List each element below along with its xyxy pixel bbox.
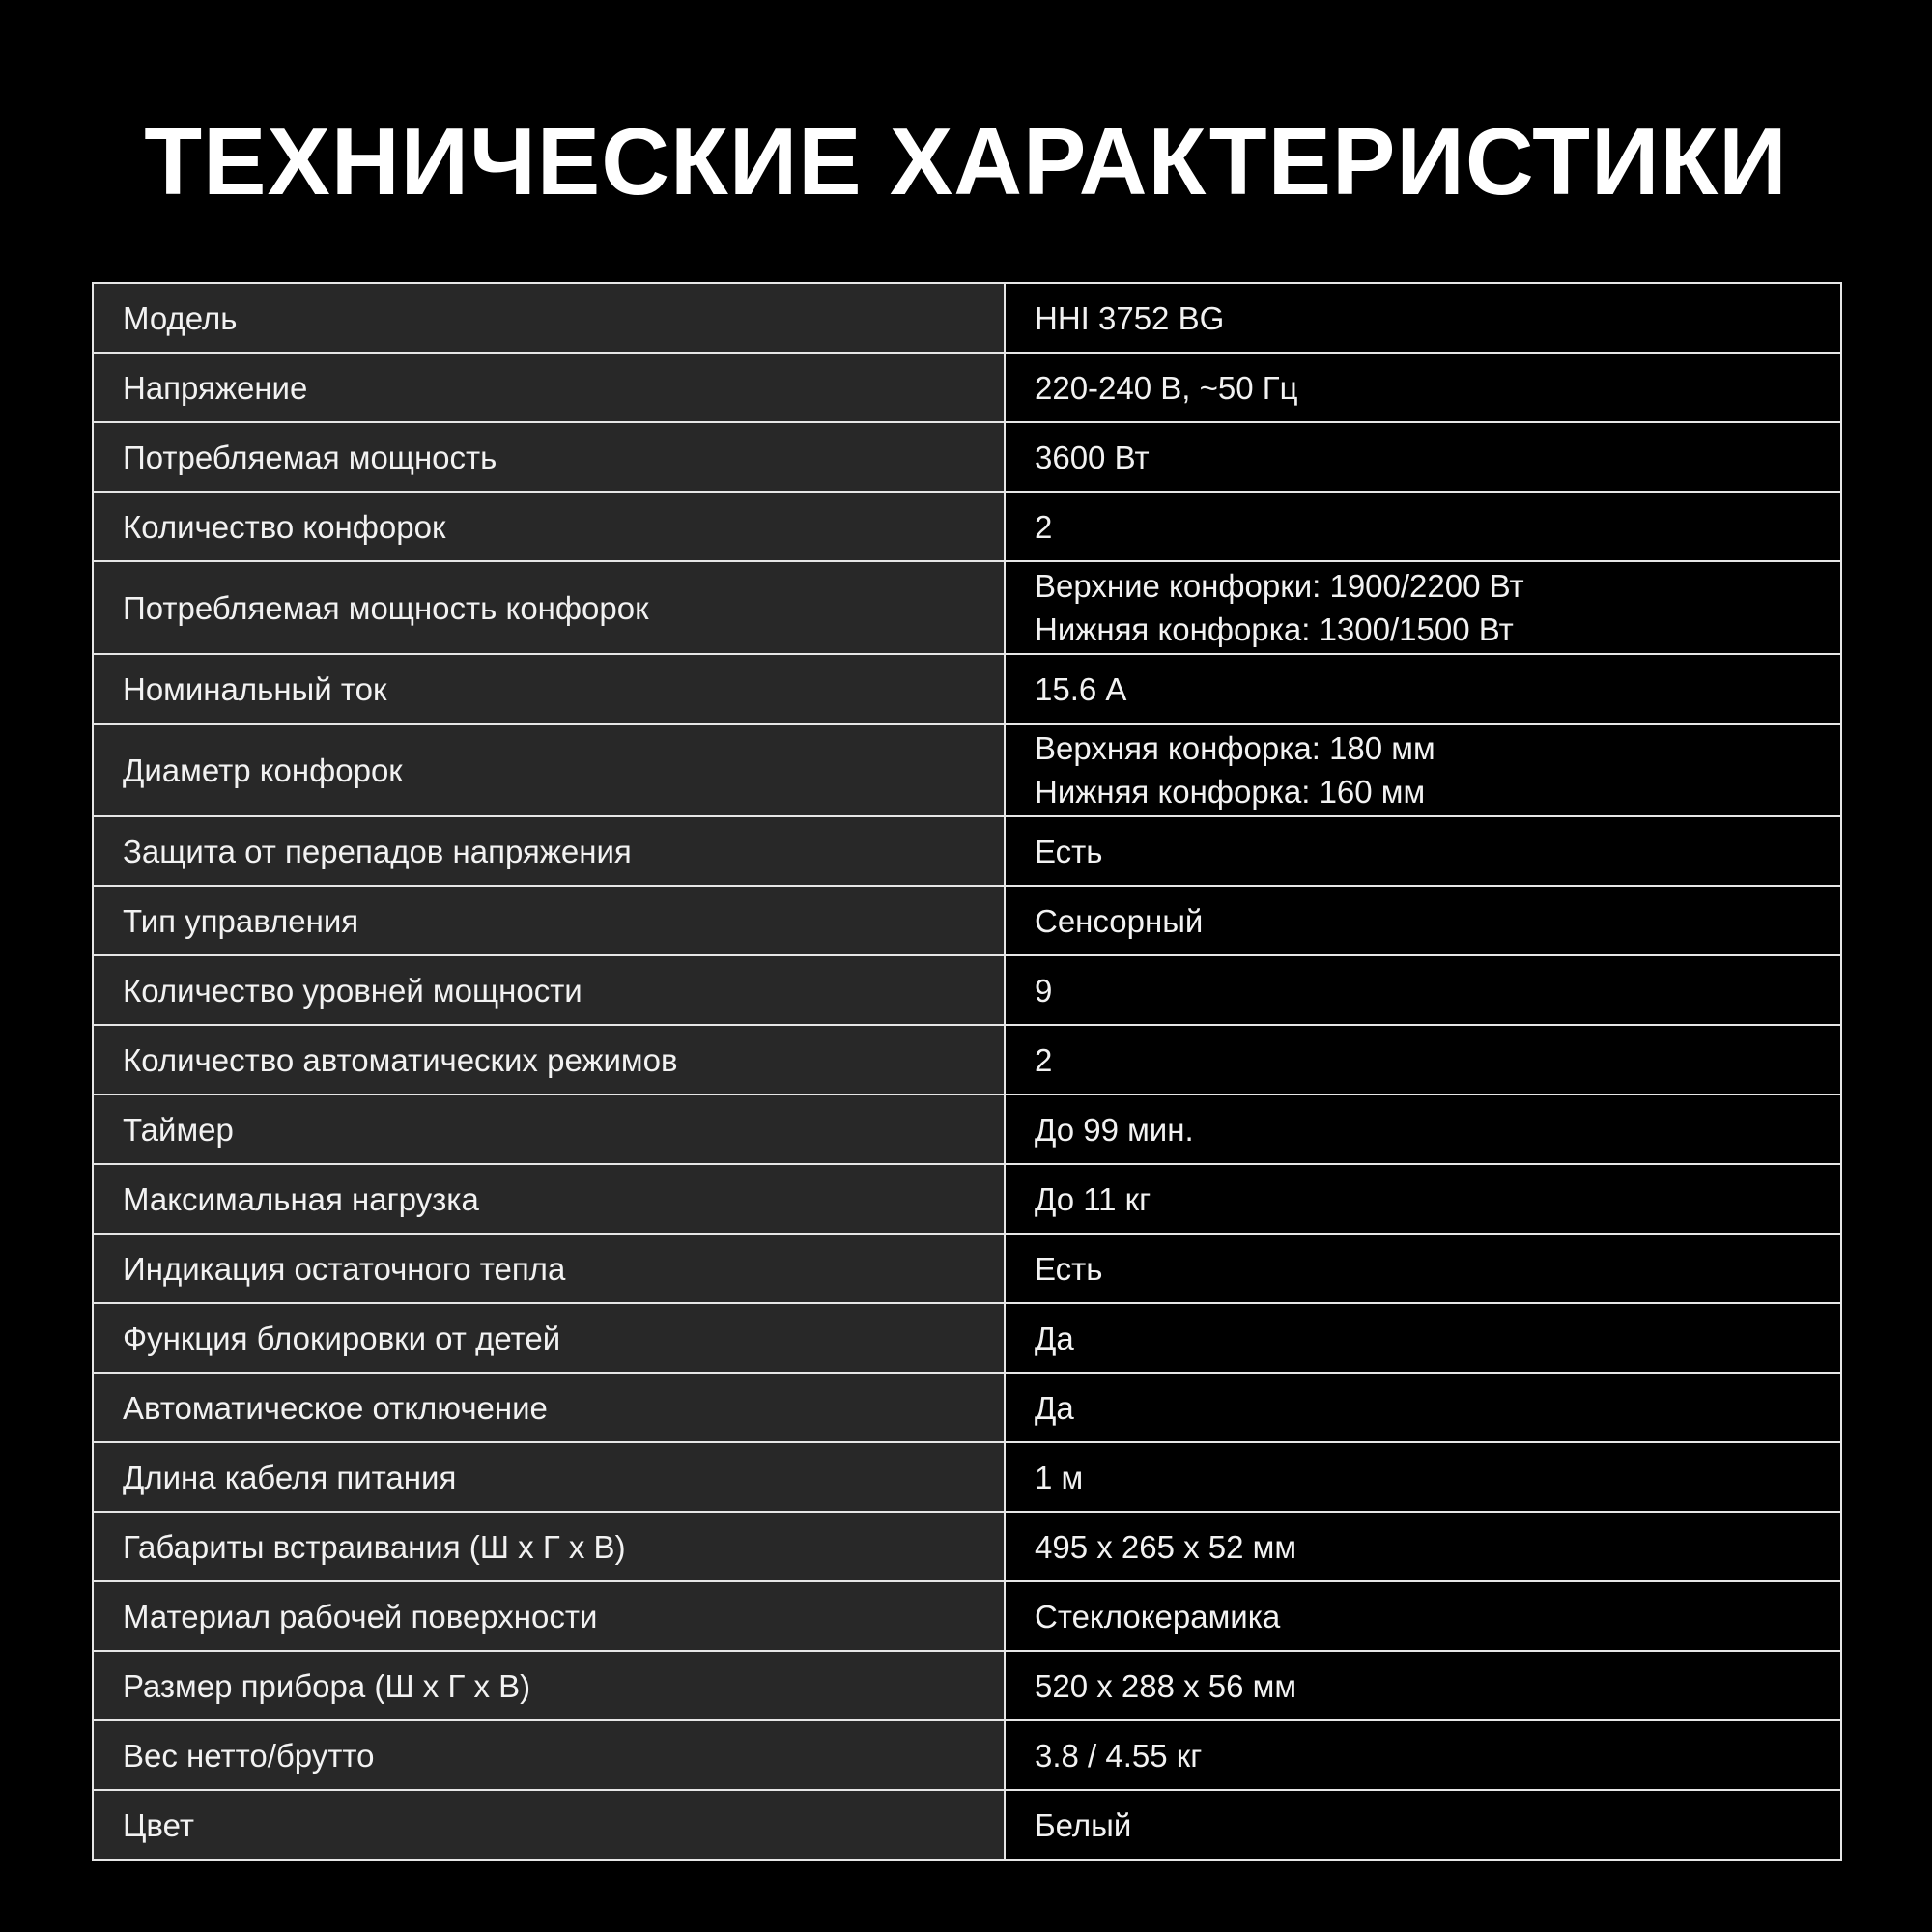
spec-label: Тип управления	[93, 886, 1005, 955]
spec-row-model	[93, 283, 1841, 353]
spec-value: HHI 3752 BG	[1005, 283, 1841, 353]
spec-row-cutout-dimensions	[93, 1512, 1841, 1581]
spec-row-current	[93, 654, 1841, 724]
spec-label: Вес нетто/брутто	[93, 1720, 1005, 1790]
spec-label: Номинальный ток	[93, 654, 1005, 724]
spec-value: Есть	[1005, 816, 1841, 886]
spec-label: Потребляемая мощность	[93, 422, 1005, 492]
spec-value: Стеклокерамика	[1005, 1581, 1841, 1651]
spec-row-power-levels	[93, 955, 1841, 1025]
spec-value: До 11 кг	[1005, 1164, 1841, 1234]
spec-row-surface-material	[93, 1581, 1841, 1651]
spec-row-burner-count	[93, 492, 1841, 561]
spec-label: Потребляемая мощность конфорок	[93, 561, 1005, 654]
page-title: ТЕХНИЧЕСКИЕ ХАРАКТЕРИСТИКИ	[144, 108, 1788, 214]
spec-row-auto-off	[93, 1373, 1841, 1442]
spec-value-line: Нижняя конфорка: 160 мм	[1035, 774, 1426, 810]
spec-value: 1 м	[1005, 1442, 1841, 1512]
spec-label: Защита от перепадов напряжения	[93, 816, 1005, 886]
spec-row-voltage	[93, 353, 1841, 422]
spec-value: Есть	[1005, 1234, 1841, 1303]
spec-value: 2	[1005, 1025, 1841, 1094]
spec-value: Да	[1005, 1373, 1841, 1442]
spec-row-child-lock	[93, 1303, 1841, 1373]
spec-row-auto-modes	[93, 1025, 1841, 1094]
spec-row-residual-heat	[93, 1234, 1841, 1303]
spec-label: Количество конфорок	[93, 492, 1005, 561]
spec-label: Габариты встраивания (Ш х Г х В)	[93, 1512, 1005, 1581]
spec-label: Количество автоматических режимов	[93, 1025, 1005, 1094]
spec-row-timer	[93, 1094, 1841, 1164]
spec-value: 495 х 265 х 52 мм	[1005, 1512, 1841, 1581]
spec-value: Да	[1005, 1303, 1841, 1373]
spec-row-device-size	[93, 1651, 1841, 1720]
spec-value: 3600 Вт	[1005, 422, 1841, 492]
spec-row-power	[93, 422, 1841, 492]
spec-table	[92, 282, 1842, 1861]
spec-label: Материал рабочей поверхности	[93, 1581, 1005, 1651]
spec-value: Сенсорный	[1005, 886, 1841, 955]
spec-value: 3.8 / 4.55 кг	[1005, 1720, 1841, 1790]
spec-value-line: Верхние конфорки: 1900/2200 Вт	[1035, 568, 1524, 604]
spec-row-color	[93, 1790, 1841, 1860]
spec-row-weight	[93, 1720, 1841, 1790]
spec-value	[1005, 724, 1841, 816]
spec-label: Цвет	[93, 1790, 1005, 1860]
spec-label: Диаметр конфорок	[93, 724, 1005, 816]
spec-row-max-load	[93, 1164, 1841, 1234]
spec-value: 2	[1005, 492, 1841, 561]
spec-value: 15.6 А	[1005, 654, 1841, 724]
spec-label: Индикация остаточного тепла	[93, 1234, 1005, 1303]
spec-label: Автоматическое отключение	[93, 1373, 1005, 1442]
spec-label: Напряжение	[93, 353, 1005, 422]
spec-row-burner-diameter	[93, 724, 1841, 816]
spec-label: Функция блокировки от детей	[93, 1303, 1005, 1373]
spec-value-line: Верхняя конфорка: 180 мм	[1035, 730, 1435, 766]
spec-row-cable-length	[93, 1442, 1841, 1512]
spec-value-line: Нижняя конфорка: 1300/1500 Вт	[1035, 611, 1514, 647]
spec-value: 520 х 288 х 56 мм	[1005, 1651, 1841, 1720]
spec-value: Белый	[1005, 1790, 1841, 1860]
spec-value: 9	[1005, 955, 1841, 1025]
spec-row-control-type	[93, 886, 1841, 955]
spec-row-surge-protection	[93, 816, 1841, 886]
spec-row-burner-power	[93, 561, 1841, 654]
spec-label: Количество уровней мощности	[93, 955, 1005, 1025]
spec-value: 220-240 В, ~50 Гц	[1005, 353, 1841, 422]
spec-label: Длина кабеля питания	[93, 1442, 1005, 1512]
spec-label: Размер прибора (Ш х Г х В)	[93, 1651, 1005, 1720]
spec-value: До 99 мин.	[1005, 1094, 1841, 1164]
spec-label: Таймер	[93, 1094, 1005, 1164]
spec-value	[1005, 561, 1841, 654]
spec-label: Максимальная нагрузка	[93, 1164, 1005, 1234]
spec-label: Модель	[93, 283, 1005, 353]
